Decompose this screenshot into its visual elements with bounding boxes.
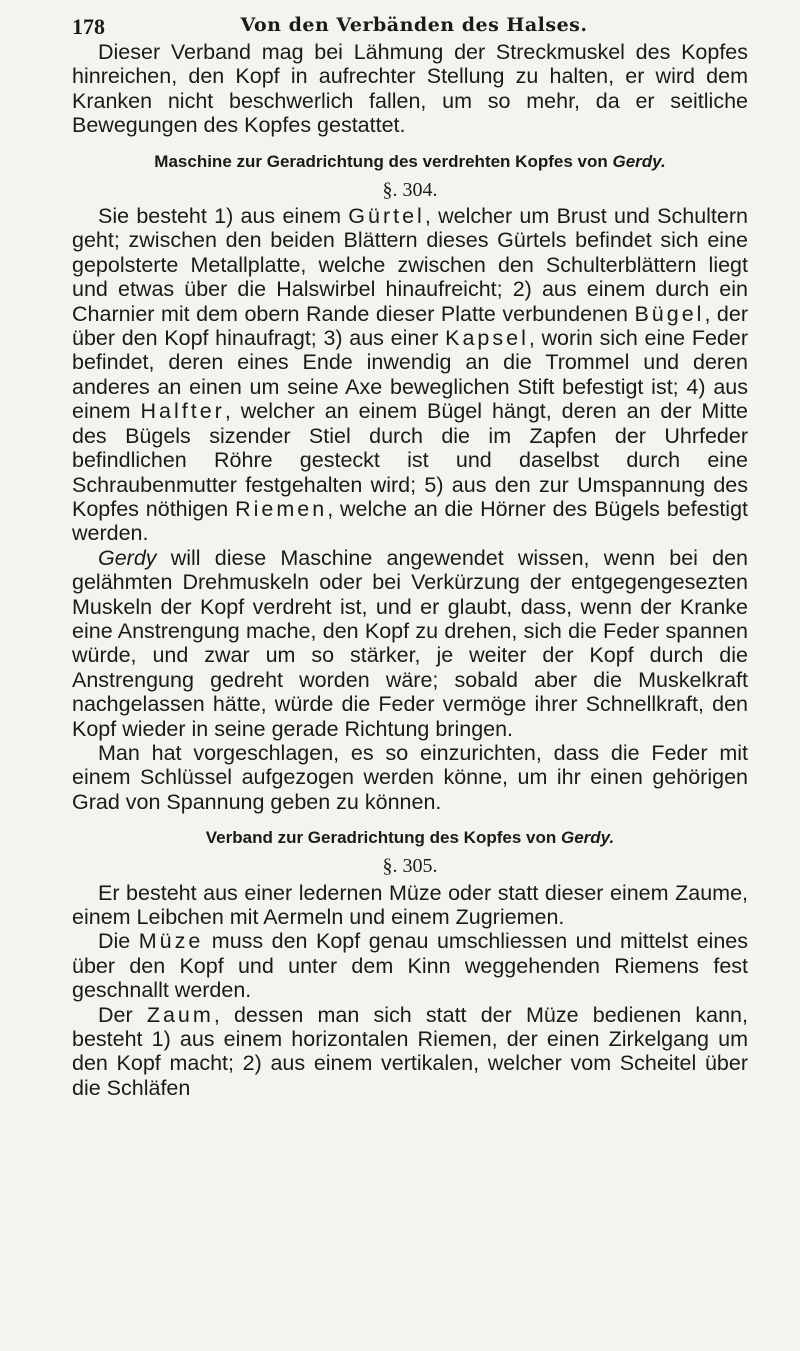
running-title: Von den Verbänden des Halses. — [240, 14, 588, 36]
section-304: §. 304. — [382, 178, 438, 201]
author-name: Gerdy — [98, 545, 157, 570]
paragraph-machine-parts — [72, 204, 748, 546]
term-buegel: Bügel — [634, 301, 705, 326]
heading-bandage-author: Gerdy. — [560, 828, 615, 848]
text-run: , der über den Kopf hinaufragt; 3) aus einer — [72, 301, 748, 351]
text-run: , dessen man sich statt der Müze bedienen kann, besteht 1) aus einem horizontalen Riemen, der einen Zirkelgang um den Kopf macht; 2) aus einem vertikalen, welcher vom Scheitel über die Schläfen — [72, 1002, 748, 1100]
text-run: , worin sich eine Feder befindet, deren eines Ende inwendig an die Trommel und deren anderes an einen um seine Axe beweglichen Stift befestigt ist; 4) aus einem — [72, 326, 748, 424]
paragraph-cap — [72, 929, 748, 1002]
paragraph-gerdy-usage — [72, 546, 748, 741]
text-run: , welcher um Brust und Schultern geht; zwischen den beiden Blättern dieses Gürtels befindet sich eine gepolsterte Metallplatte, welche zwischen den Schulterblättern liegt und etwas über die Halswirbel hinaufreicht; 2) aus einem durch ein Charnier mit dem obern Rande dieser Platte verbundenen — [72, 204, 748, 326]
paragraph-bandage-parts: Er besteht aus einer ledernen Müze oder statt dieser einem Zaume, einem Leibchen mit Aermeln und einem Zugriemen. — [72, 880, 748, 929]
text-run: Sie besteht 1) aus einem — [98, 204, 342, 229]
text-run: will diese Maschine angewendet wissen, wenn bei den gelähmten Drehmuskeln oder bei Verkürzung der entgegengesezten Muskeln der Kopf verdreht ist, und er glaubt, dass, wenn der Kranke eine Anstrengung mache, den Kopf zu drehen, sich die Feder spannen würde, und zwar um so stärker, je weiter der Kopf durch die Anstrengung gedreht worden wäre; sobald aber die Muskelkraft nachgelassen hätte, würde die Feder vermöge ihrer Schnellkraft, den Kopf wieder in seine gerade Richtung bringen. — [72, 545, 748, 741]
term-riemen: Riemen — [235, 496, 328, 521]
term-zaum: Zaum — [146, 1002, 214, 1027]
term-kapsel: Kapsel — [445, 326, 529, 351]
section-305: §. 305. — [382, 855, 438, 878]
paragraph-bridle — [72, 1003, 748, 1101]
heading-machine-author: Gerdy. — [612, 151, 666, 171]
text-run: , welche an die Hörner des Bügels befestigt werden. — [72, 496, 748, 546]
heading-bandage — [72, 828, 748, 848]
page-number: 178 — [72, 14, 105, 39]
text-run: Der — [98, 1002, 133, 1027]
heading-machine — [72, 152, 748, 172]
term-halfter: Halfter — [140, 399, 225, 424]
text-run: muss den Kopf genau umschliessen und mittelst eines über den Kopf und unter dem Kinn weggehenden Riemens fest geschnallt werden. — [72, 929, 748, 1003]
page-body — [72, 40, 748, 1100]
term-muetze: Müze — [138, 929, 204, 954]
heading-bandage-text: Verband zur Geradrichtung des Kopfes von — [205, 828, 557, 848]
paragraph-intro: Dieser Verband mag bei Lähmung der Streckmuskel des Kopfes hinreichen, den Kopf in aufrechter Stellung zu halten, er wird dem Kranken nicht beschwerlich fallen, um so mehr, da er seitliche Bewegungen des Kopfes gestattet. — [72, 40, 748, 138]
text-run: Die — [98, 929, 131, 954]
heading-machine-text: Maschine zur Geradrichtung des verdrehten Kopfes von — [154, 151, 608, 171]
text-run: , welcher an einem Bügel hängt, deren an der Mitte des Bügels sizender Stiel durch die im Zapfen der Uhrfeder befindlichen Röhre gesteckt ist und daselbst durch eine Schraubenmutter festgehalten wird; 5) aus den zur Umspannung des Kopfes nöthigen — [72, 399, 749, 521]
paragraph-suggestion: Man hat vorgeschlagen, es so einzurichten, dass die Feder mit einem Schlüssel aufgezogen werden könne, um ihr einen gehörigen Grad von Spannung geben zu können. — [72, 740, 748, 814]
term-guertel: Gürtel — [348, 204, 425, 229]
